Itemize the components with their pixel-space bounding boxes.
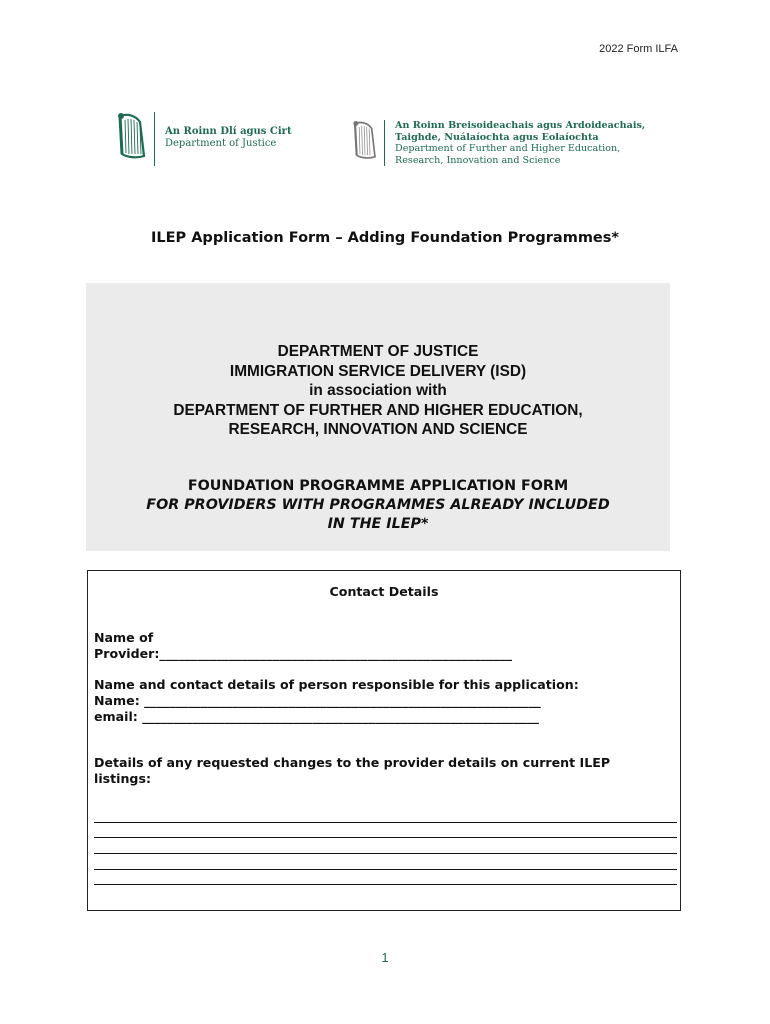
- department-banner: [86, 283, 670, 551]
- harp-icon: [114, 112, 150, 162]
- logo-english-line-1: Department of Further and Higher Education,: [395, 143, 621, 154]
- answer-line[interactable]: [94, 838, 677, 854]
- form-reference: 2022 Form ILFA: [599, 43, 678, 55]
- logo-text: [395, 120, 645, 166]
- banner-line-1: DEPARTMENT OF JUSTICE: [277, 343, 479, 360]
- form-name: FOUNDATION PROGRAMME APPLICATION FORM: [187, 478, 569, 494]
- changes-answer-lines[interactable]: [94, 807, 677, 885]
- contact-details-section: [87, 570, 681, 911]
- answer-line[interactable]: [94, 870, 677, 886]
- responsible-person-heading: Name and contact details of person responsible for this application:: [94, 677, 579, 692]
- logo-english-name: Department of Justice: [165, 138, 277, 149]
- provider-field[interactable]: Provider:________________________________________________________: [94, 646, 513, 661]
- form-name-heading: [86, 477, 670, 534]
- logo-divider: [154, 112, 155, 166]
- form-subtitle-1: FOR PROVIDERS WITH PROGRAMMES ALREADY INCLUDED: [146, 497, 610, 513]
- page-number: 1: [381, 950, 389, 965]
- logo-divider: [384, 120, 385, 166]
- banner-line-4: DEPARTMENT OF FURTHER AND HIGHER EDUCATION,: [173, 401, 583, 419]
- department-of-justice-logo: [114, 112, 292, 166]
- harp-icon: [350, 120, 380, 162]
- name-field[interactable]: Name: _______________________________________________________________: [94, 693, 541, 708]
- department-heading: [86, 342, 670, 440]
- form-subtitle-2: IN THE ILEP*: [327, 516, 429, 532]
- answer-line[interactable]: [94, 854, 677, 870]
- banner-line-5: RESEARCH, INNOVATION AND SCIENCE: [228, 421, 528, 439]
- answer-line[interactable]: [94, 807, 677, 823]
- changes-heading-continued: listings:: [94, 771, 151, 786]
- dfheris-logo: [350, 120, 645, 166]
- logo-english-line-2: Research, Innovation and Science: [395, 154, 561, 166]
- logo-irish-line-2: Taighde, Nuálaíochta agus Eolaíochta: [395, 131, 599, 143]
- banner-line-2: IMMIGRATION SERVICE DELIVERY (ISD): [229, 362, 527, 380]
- answer-line[interactable]: [94, 823, 677, 839]
- logo-irish-name: An Roinn Dlí agus Cirt: [165, 126, 292, 137]
- email-field[interactable]: email: _______________________________________________________________: [94, 709, 539, 724]
- contact-details-heading: Contact Details: [329, 584, 439, 599]
- logo-irish-line-1: An Roinn Breisoideachais agus Ardoideachais,: [395, 120, 646, 131]
- banner-line-3: in association with: [309, 382, 447, 400]
- changes-heading: Details of any requested changes to the provider details on current ILEP: [94, 755, 611, 770]
- form-title: ILEP Application Form – Adding Foundation Programmes*: [151, 230, 619, 246]
- provider-label: Name of: [94, 630, 154, 645]
- logo-text: [165, 112, 292, 150]
